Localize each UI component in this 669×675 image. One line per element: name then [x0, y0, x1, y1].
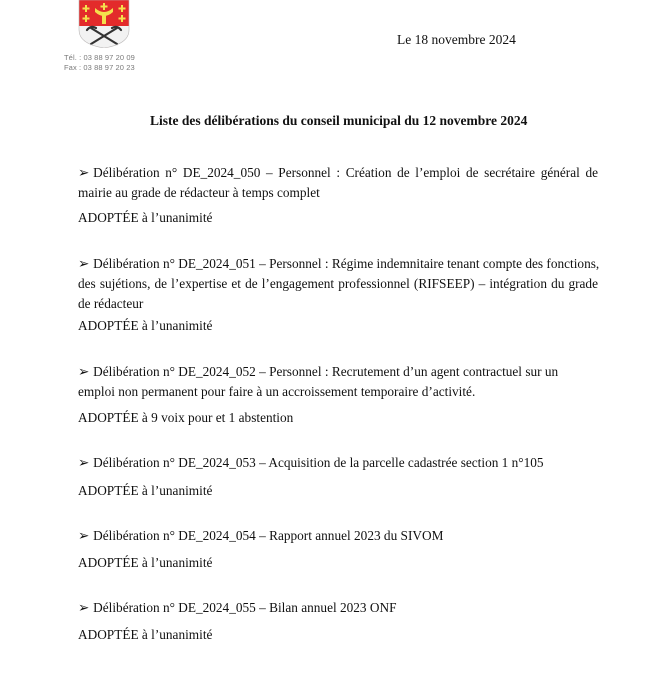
deliberation-line: de rédacteur — [78, 296, 144, 311]
deliberation-result: ADOPTÉE à l’unanimité — [78, 318, 213, 333]
deliberation-result: ADOPTÉE à 9 voix pour et 1 abstention — [78, 410, 294, 425]
deliberation-result: ADOPTÉE à l’unanimité — [78, 555, 213, 570]
deliberation-item — [78, 453, 598, 473]
arrow-bullet-icon: ➢ — [78, 364, 90, 379]
phone-number: Tél. : 03 88 97 20 09 — [64, 53, 135, 62]
deliberation-result: ADOPTÉE à l’unanimité — [78, 627, 213, 642]
coat-of-arms-logo — [77, 0, 131, 48]
document-title: Liste des délibérations du conseil municipal du 12 novembre 2024 — [150, 113, 528, 128]
document-date: Le 18 novembre 2024 — [397, 32, 516, 47]
deliberation-line: des sujétions, de l’expertise et de l’engagement professionnel (RIFSEEP) – intégration du grade — [78, 276, 598, 291]
arrow-bullet-icon: ➢ — [78, 165, 90, 180]
deliberation-line: ➢ Délibération n° DE_2024_052 – Personnel : Recrutement d’un agent contractuel sur un — [78, 362, 598, 382]
arrow-bullet-icon: ➢ — [78, 256, 90, 271]
deliberation-item — [78, 598, 598, 618]
deliberation-item — [78, 254, 598, 314]
arrow-bullet-icon: ➢ — [78, 528, 90, 543]
contact-info — [64, 53, 135, 72]
fax-number: Fax : 03 88 97 20 23 — [64, 62, 135, 72]
deliberation-item — [78, 362, 598, 402]
deliberation-line: ➢ Délibération n° DE_2024_054 – Rapport annuel 2023 du SIVOM — [78, 526, 598, 546]
deliberation-result: ADOPTÉE à l’unanimité — [78, 483, 213, 498]
deliberation-line: ➢ Délibération n° DE_2024_050 – Personnel : Création de l’emploi de secrétaire général de — [78, 163, 598, 183]
arrow-bullet-icon: ➢ — [78, 600, 90, 615]
deliberation-item — [78, 526, 598, 546]
deliberation-line: ➢ Délibération n° DE_2024_055 – Bilan annuel 2023 ONF — [78, 598, 598, 618]
deliberation-result: ADOPTÉE à l’unanimité — [78, 210, 213, 225]
deliberation-item — [78, 163, 598, 203]
arrow-bullet-icon: ➢ — [78, 455, 90, 470]
deliberation-line: ➢ Délibération n° DE_2024_053 – Acquisition de la parcelle cadastrée section 1 n°105 — [78, 453, 598, 473]
deliberation-line: mairie au grade de rédacteur à temps complet — [78, 185, 320, 200]
deliberation-line: emploi non permanent pour faire à un accroissement temporaire d’activité. — [78, 384, 476, 399]
deliberation-line: ➢ Délibération n° DE_2024_051 – Personnel : Régime indemnitaire tenant compte des fonctions, — [78, 254, 598, 274]
